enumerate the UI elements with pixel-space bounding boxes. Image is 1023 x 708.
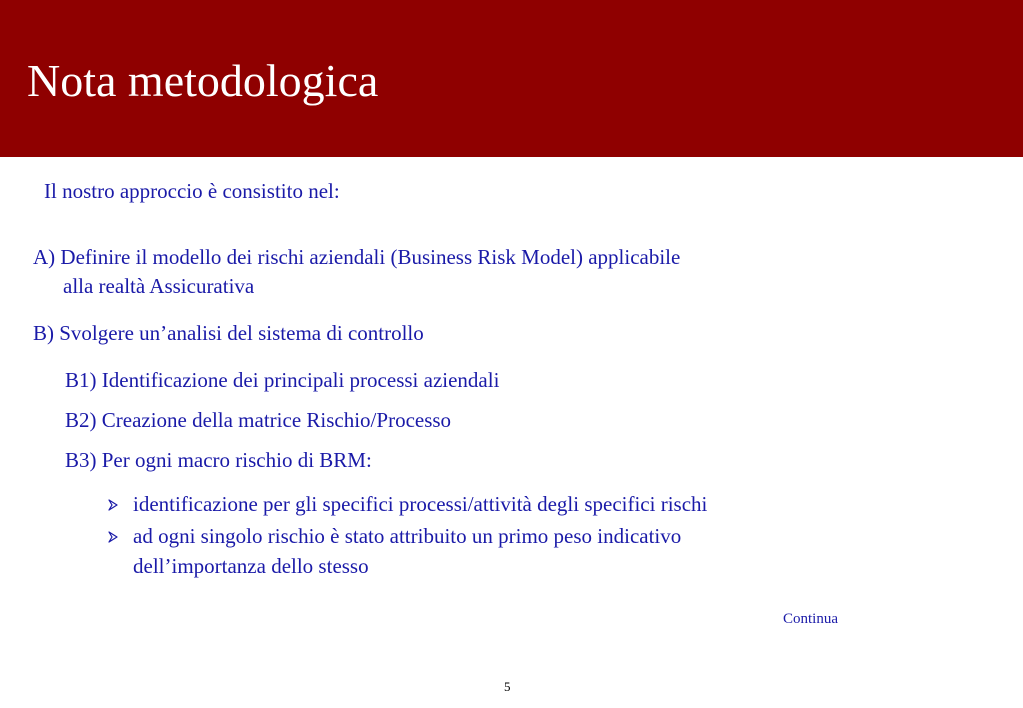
bullet-line: identificazione per gli specifici processi/attività degli specifici rischi — [133, 492, 708, 516]
sub-point-b3: B3) Per ogni macro rischio di BRM: — [65, 448, 372, 472]
page-number: 5 — [504, 679, 511, 694]
point-a-line-1: A) Definire il modello dei rischi aziendali (Business Risk Model) applicabile — [33, 245, 681, 269]
point-b: B) Svolgere un’analisi del sistema di controllo — [33, 321, 424, 345]
continue-link[interactable]: Continua — [783, 611, 838, 627]
title-banner — [0, 0, 1023, 157]
page-title: Nota metodologica — [27, 55, 379, 106]
intro-text: Il nostro approccio è consistito nel: — [44, 179, 340, 203]
sub-point-b2: B2) Creazione della matrice Rischio/Processo — [65, 408, 452, 432]
bullet-line: ad ogni singolo rischio è stato attribuito un primo peso indicativo — [133, 524, 682, 548]
bullet-line-continuation: dell’importanza dello stesso — [133, 554, 369, 578]
point-a-line-2: alla realtà Assicurativa — [63, 274, 255, 298]
arrow-bullet-icon — [107, 521, 133, 551]
sub-point-b1: B1) Identificazione dei principali processi aziendali — [65, 368, 500, 392]
bullet-text — [133, 489, 707, 519]
bullet-text — [133, 521, 681, 581]
arrow-bullet-icon — [107, 489, 133, 519]
bullet-item — [107, 489, 707, 519]
bullet-item — [107, 521, 681, 581]
